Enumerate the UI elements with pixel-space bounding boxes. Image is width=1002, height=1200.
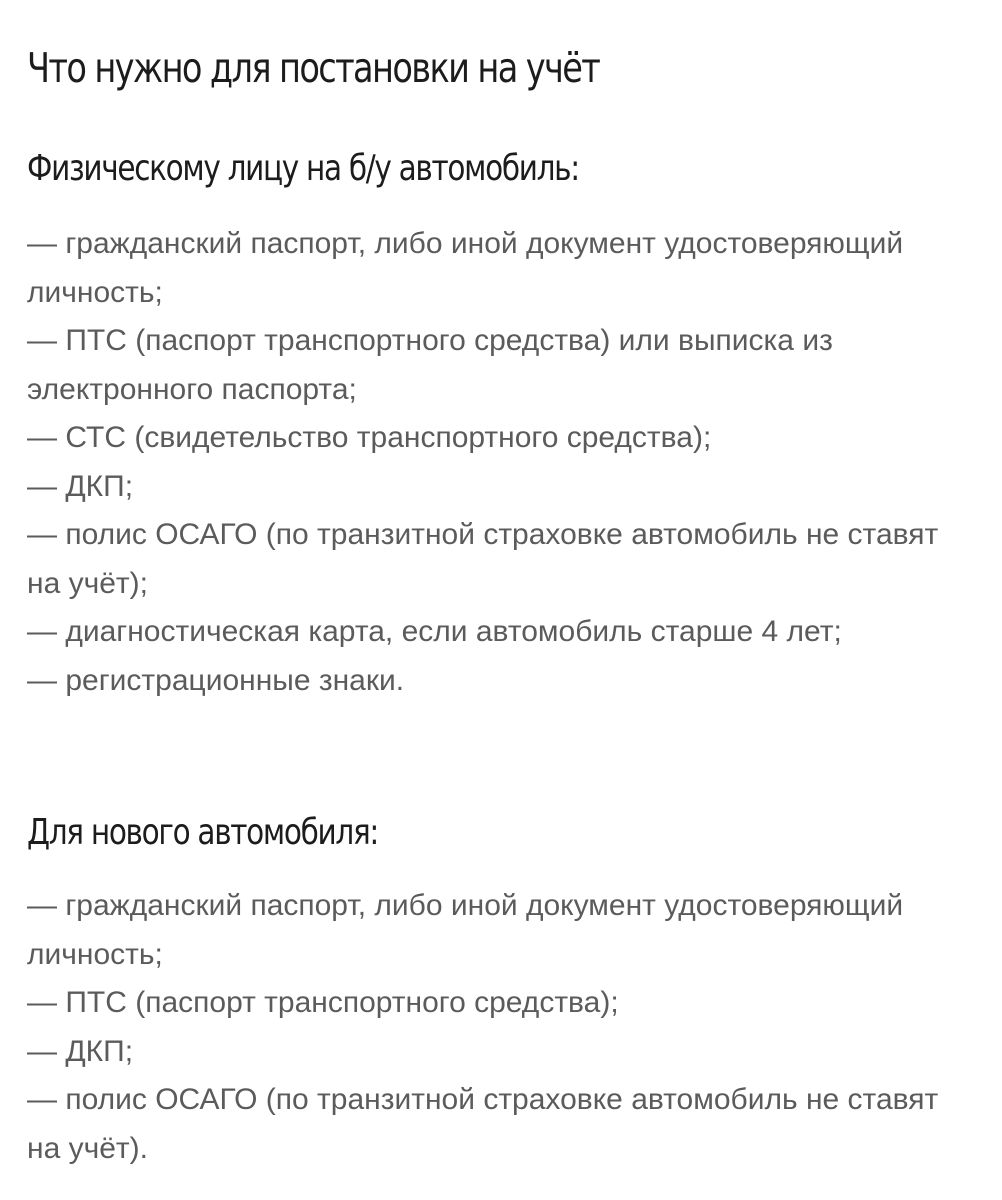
list-item: — регистрационные знаки. xyxy=(27,663,405,697)
list-item: — полис ОСАГО (по транзитной страховке автомобиль не ставят на учёт); xyxy=(27,518,939,600)
list-item: — диагностическая карта, если автомобиль старше 4 лет; xyxy=(27,615,842,648)
list-item: — гражданский паспорт, либо иной документ удостоверяющий личность; xyxy=(27,889,904,971)
list-item: — полис ОСАГО (по транзитной страховке автомобиль не ставят на учёт). xyxy=(27,1083,939,1165)
section-heading-used-car: Физическому лицу на б/у автомобиль: xyxy=(27,148,579,189)
list-item: — СТС (свидетельство транспортного средства); xyxy=(27,421,712,454)
list-item: — ПТС (паспорт транспортного средства); xyxy=(27,986,619,1019)
document-list-new-car xyxy=(27,882,977,1173)
page-title: Что нужно для постановки на учёт xyxy=(27,44,600,92)
list-item: — гражданский паспорт, либо иной документ удостоверяющий личность; xyxy=(27,227,904,309)
document-list-used-car xyxy=(27,220,977,705)
list-item: — ДКП; xyxy=(27,1034,134,1068)
section-heading-new-car: Для нового автомобиля: xyxy=(27,812,379,853)
list-item: — ДКП; xyxy=(27,469,134,503)
list-item: — ПТС (паспорт транспортного средства) или выписка из электронного паспорта; xyxy=(27,324,833,406)
